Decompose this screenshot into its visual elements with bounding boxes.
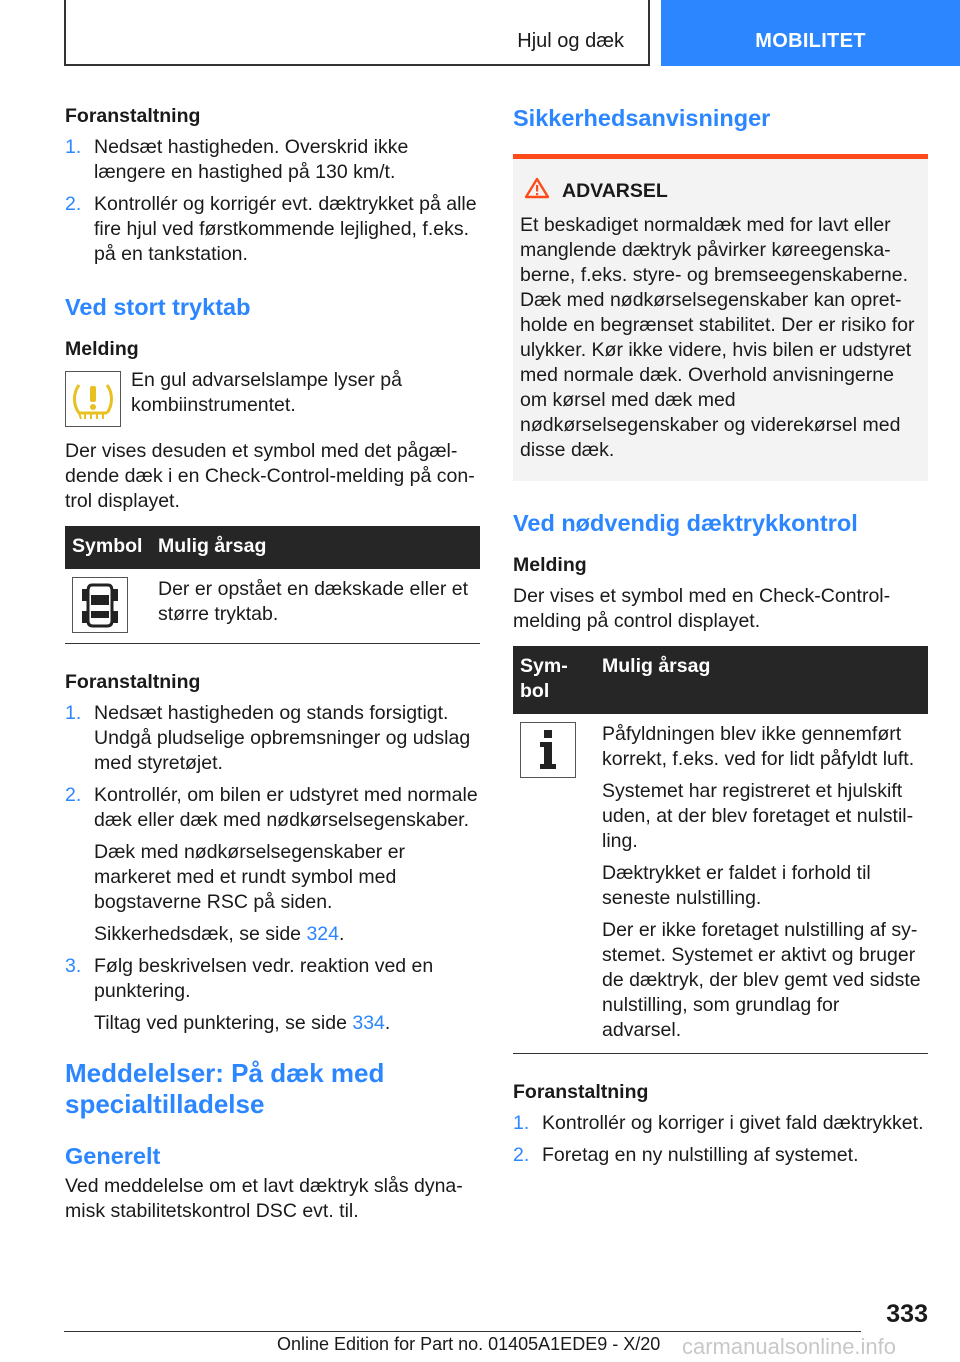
list-number: 2. xyxy=(65,784,82,806)
list-item xyxy=(65,783,480,947)
cause-text: Påfyldningen blev ikke gennemført korrekt, f.eks. ved for lidt påfyldt luft. xyxy=(602,723,915,770)
warning-box xyxy=(513,154,928,481)
list-number: 2. xyxy=(513,1144,530,1166)
measures-block-1 xyxy=(65,104,480,267)
list-number: 3. xyxy=(65,955,82,977)
table-header-symbol: Symbol xyxy=(65,526,151,569)
measures-list xyxy=(65,701,480,1036)
section-title-check: Ved nødvendig dæktrykkontrol xyxy=(513,510,858,536)
sub-title-general: Generelt xyxy=(65,1143,161,1169)
warning-title: ADVARSEL xyxy=(562,179,668,202)
footer-divider xyxy=(64,1331,861,1332)
measures-heading: Foranstaltning xyxy=(65,671,201,693)
car-tire-damage-icon xyxy=(72,577,128,633)
list-subtext-ref xyxy=(94,1011,480,1036)
list-item xyxy=(65,954,480,1036)
header-chapter-title: MOBILITET xyxy=(755,30,866,52)
list-number: 1. xyxy=(65,702,82,724)
list-item xyxy=(513,1111,928,1136)
list-subtext-ref xyxy=(94,922,480,947)
message-row xyxy=(65,368,480,427)
measures-heading: Foranstaltning xyxy=(513,1081,649,1103)
symbol-table-1 xyxy=(65,526,480,644)
list-item xyxy=(65,192,480,267)
table-header-cause: Mulig årsag xyxy=(151,526,480,569)
list-item xyxy=(65,701,480,776)
watermark: carmanualsonline.info xyxy=(682,1334,897,1359)
page-number: 333 xyxy=(886,1300,928,1328)
cause-text: Dæktrykket er faldet i forhold til seneste nulstilling. xyxy=(602,862,871,909)
section-title-line: Meddelelser: På dæk med xyxy=(65,1058,385,1088)
list-text: Følg beskrivelsen vedr. reaktion ved en punktering. xyxy=(94,955,434,1002)
message-text: En gul advarselslampe lyser på kombiinstrumentet. xyxy=(131,369,402,416)
cause-text: Systemet har registreret et hjulskift uden, at der blev foretaget et nulstilling. xyxy=(602,780,914,852)
list-item xyxy=(513,1143,928,1168)
measures-list xyxy=(65,135,480,267)
message-heading: Melding xyxy=(513,554,587,576)
warning-text: Et beskadiget normaldæk med for lavt eller manglende dæktryk påvirker køreegenskaberne, f.eks. styre- og bremseegenskaberne. Dæk med nødkørselsegenskaber kan opretholde en begrænset stabilitet. Der er risiko for ulykker. Kør ikke videre, hvis bilen er udstyret med normale dæk. Overhold anvisningerne om kørsel med dæk med nødkørselsegenskaber og viderekørsel med disse dæk. xyxy=(520,214,915,461)
footer-edition: Online Edition for Part no. 01405A1EDE9 - X/20 xyxy=(277,1334,661,1354)
list-text: Nedsæt hastigheden og stands forsigtigt. Undgå pludselige opbremsninger og udslag med styretøjet. xyxy=(94,702,471,774)
measures-block-3 xyxy=(513,1080,928,1168)
section-title-safety: Sikkerhedsanvisninger xyxy=(513,105,771,131)
section-title-line: specialtilladelse xyxy=(65,1089,265,1119)
section-title-special xyxy=(65,1058,480,1120)
warning-title-row xyxy=(520,177,921,205)
left-column xyxy=(65,104,480,1224)
measures-heading: Foranstaltning xyxy=(65,105,201,127)
table-header-cause: Mulig årsag xyxy=(595,646,928,714)
header-section-box xyxy=(64,0,650,66)
info-icon xyxy=(520,722,576,778)
header-section-title: Hjul og dæk xyxy=(517,30,624,52)
measures-block-2 xyxy=(65,670,480,1036)
list-number: 2. xyxy=(65,193,82,215)
warning-triangle-icon xyxy=(524,177,550,205)
ref-text: Sikkerhedsdæk, se side xyxy=(94,923,307,945)
list-text: Kontrollér og korriger i givet fald dæktrykket. xyxy=(542,1112,924,1134)
header-chapter-tab[interactable] xyxy=(661,0,960,66)
list-number: 1. xyxy=(513,1112,530,1134)
list-text: Kontrollér, om bilen er udstyret med normale dæk eller dæk med nødkørselsegenskaber. xyxy=(94,784,478,831)
list-text: Nedsæt hastigheden. Overskrid ikke længere en hastighed på 130 km/t. xyxy=(94,136,409,183)
table-header-symbol: Symbol xyxy=(513,646,595,714)
table-cell-cause: Der er opstået en dækskade eller et større tryktab. xyxy=(158,578,469,625)
measures-list xyxy=(513,1111,928,1168)
table-row xyxy=(513,714,928,1054)
list-number: 1. xyxy=(65,136,82,158)
table-row xyxy=(65,569,480,644)
list-item xyxy=(65,135,480,185)
extra-text: Der vises desuden et symbol med det pågældende dæk i en Check-Control-melding på control displayet. xyxy=(65,440,475,512)
symbol-table-2 xyxy=(513,646,928,1054)
list-text: Kontrollér og korrigér evt. dæktrykket på alle fire hjul ved førstkommende lejlighed, f.eks. på en tankstation. xyxy=(94,193,477,265)
tire-pressure-warning-icon xyxy=(65,371,121,427)
page-link-324[interactable]: 324 xyxy=(306,923,339,945)
cause-text: Der er ikke foretaget nulstilling af systemet. Systemet er aktivt og bruger de dæktryk, der blev gemt ved sidste nulstilling, som grundlag for advarsel. xyxy=(602,919,921,1041)
message-text: Der vises et symbol med en Check-Control-melding på control displayet. xyxy=(513,585,891,632)
ref-text: Tiltag ved punktering, se side xyxy=(94,1012,353,1034)
ref-text-end: . xyxy=(384,1012,391,1034)
list-subtext: Dæk med nødkørselsegenskaber er markeret med et rundt symbol med bogstaverne RSC på siden. xyxy=(94,841,406,913)
table-cell-causes xyxy=(595,714,928,1054)
list-text: Foretag en ny nulstilling af systemet. xyxy=(542,1144,859,1166)
page-link-334[interactable]: 334 xyxy=(352,1012,385,1034)
section-title-big-loss: Ved stort tryktab xyxy=(65,294,251,320)
right-column xyxy=(513,104,928,1175)
ref-text-end: . xyxy=(338,923,345,945)
message-heading: Melding xyxy=(65,338,139,360)
general-text: Ved meddelelse om et lavt dæktryk slås dynamisk stabilitetskontrol DSC evt. til. xyxy=(65,1175,463,1222)
